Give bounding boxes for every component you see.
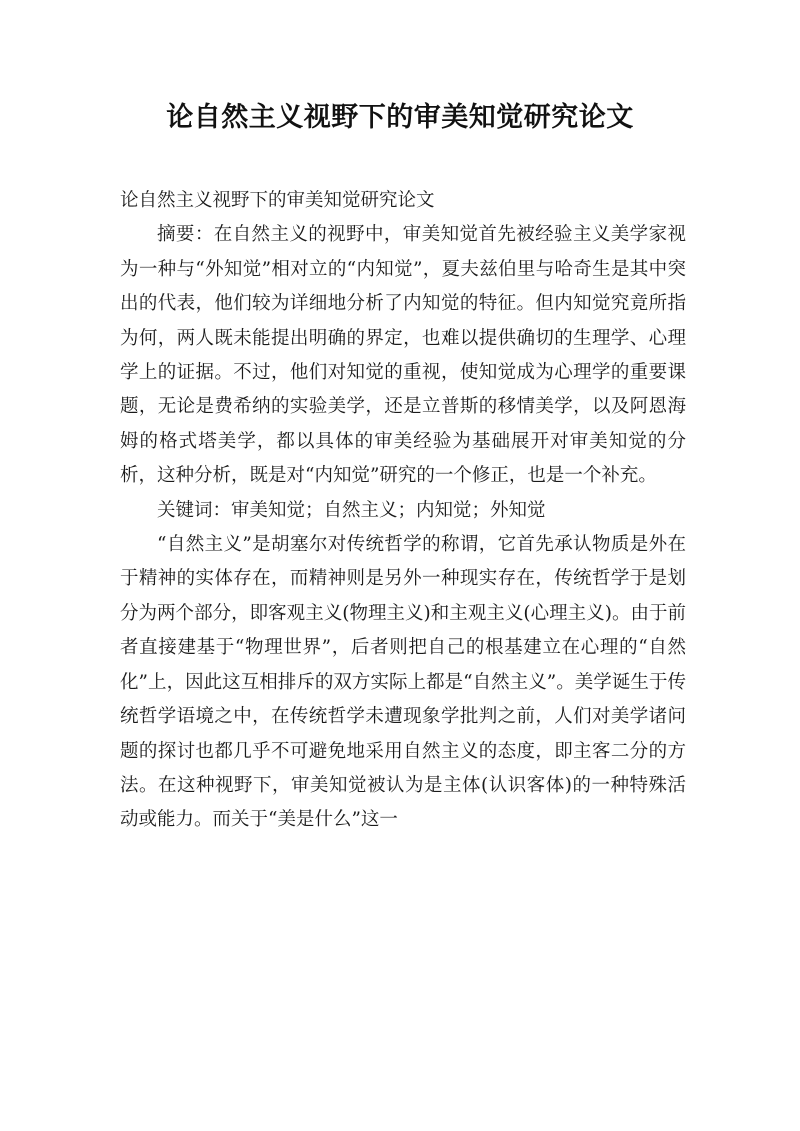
abstract-paragraph: 摘要：在自然主义的视野中，审美知觉首先被经验主义美学家视为一种与“外知觉”相对立的“内知觉”，夏夫兹伯里与哈奇生是其中突出的代表，他们较为详细地分析了内知觉的特征。但内知觉究竟所指为何，两人既未能提出明确的界定，也难以提供确切的生理学、心理学上的证据。不过，他们对知觉的重视，使知觉成为心理学的重要课题，无论是费希纳的实验美学，还是立普斯的移情美学，以及阿恩海姆的格式塔美学，都以具体的审美经验为基础展开对审美知觉的分析，这种分析，既是对“内知觉”研究的一个修正，也是一个补充。 <box>120 224 686 487</box>
document-subtitle: 论自然主义视野下的审美知觉研究论文 <box>120 190 435 211</box>
document-title: 论自然主义视野下的审美知觉研究论文 <box>166 102 634 133</box>
keywords-line: 关键词：审美知觉；自然主义；内知觉；外知觉 <box>157 499 546 521</box>
document-body <box>120 184 686 838</box>
body-paragraph: “自然主义”是胡塞尔对传统哲学的称谓，它首先承认物质是外在于精神的实体存在，而精神则是另外一种现实存在，传统哲学于是划分为两个部分，即客观主义(物理主义)和主观主义(心理主义)。由于前者直接建基于“物理世界”，后者则把自己的根基建立在心理的“自然化”上，因此这互相排斥的双方实际上都是“自然主义”。美学诞生于传统哲学语境之中，在传统哲学未遭现象学批判之前，人们对美学诸问题的探讨也都几乎不可避免地采用自然主义的态度，即主客二分的方法。在这种视野下，审美知觉被认为是主体(认识客体)的一种特殊活动或能力。而关于“美是什么”这一 <box>120 534 686 831</box>
